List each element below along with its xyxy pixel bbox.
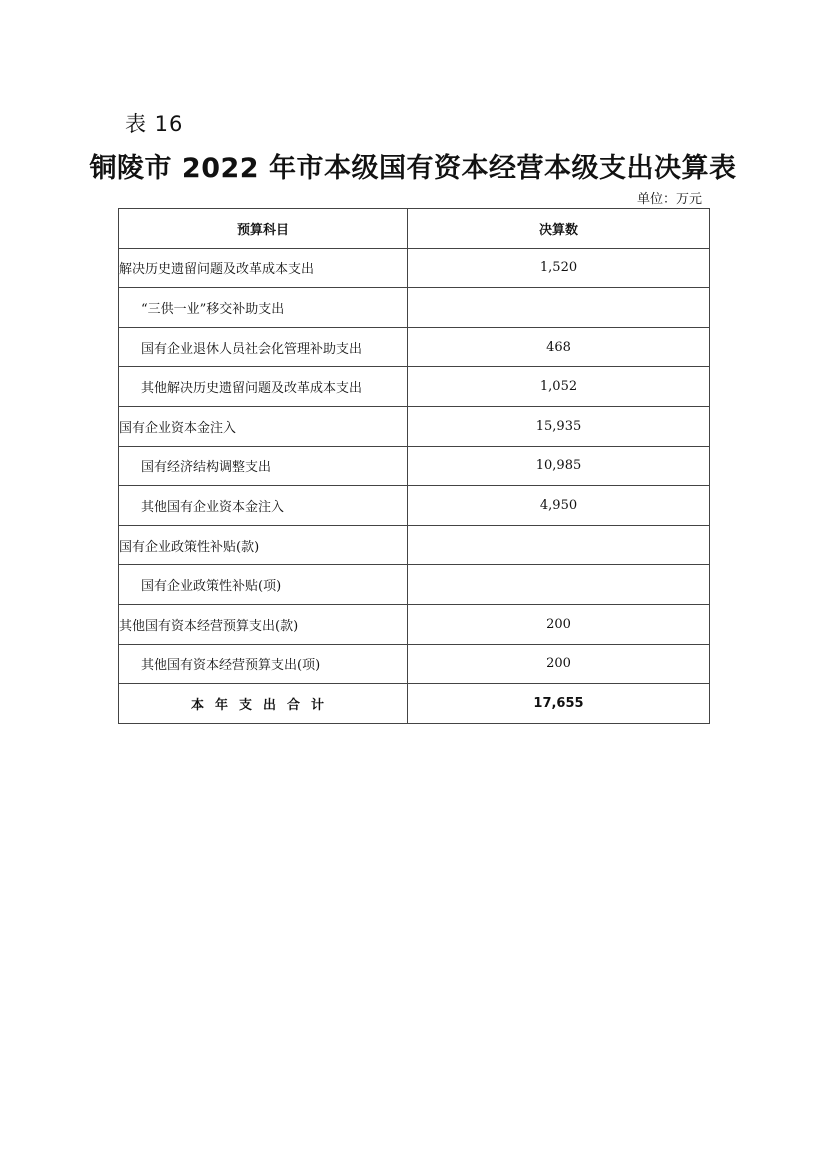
- row-subject: 国有企业资本金注入: [119, 406, 408, 446]
- row-amount: [408, 525, 710, 565]
- row-subject: 其他解决历史遗留问题及改革成本支出: [119, 367, 408, 407]
- table-row: [119, 525, 710, 565]
- total-label: 本年支出合计: [119, 684, 408, 724]
- row-subject: 国有企业政策性补贴(项): [119, 565, 408, 605]
- row-amount: 1,052: [408, 367, 710, 407]
- total-value: 17,655: [408, 684, 710, 724]
- row-subject: 国有企业退休人员社会化管理补助支出: [119, 327, 408, 367]
- page-title: 铜陵市 2022 年市本级国有资本经营本级支出决算表: [89, 153, 737, 184]
- row-amount: [408, 288, 710, 328]
- row-subject: “三供一业”移交补助支出: [119, 288, 408, 328]
- total-row: [119, 684, 710, 724]
- row-subject: 其他国有资本经营预算支出(款): [119, 604, 408, 644]
- table-row: [119, 327, 710, 367]
- row-amount: 200: [408, 644, 710, 684]
- table-row: [119, 288, 710, 328]
- table-row: [119, 604, 710, 644]
- row-amount: 1,520: [408, 248, 710, 288]
- budget-table: [118, 208, 710, 724]
- table-row: [119, 644, 710, 684]
- row-amount: [408, 565, 710, 605]
- row-subject: 其他国有资本经营预算支出(项): [119, 644, 408, 684]
- table-row: [119, 565, 710, 605]
- row-subject: 解决历史遗留问题及改革成本支出: [119, 248, 408, 288]
- row-subject: 其他国有企业资本金注入: [119, 486, 408, 526]
- row-subject: 国有经济结构调整支出: [119, 446, 408, 486]
- row-subject: 国有企业政策性补贴(款): [119, 525, 408, 565]
- header-final-amount: 决算数: [408, 209, 710, 249]
- unit-label: 单位：万元: [636, 192, 702, 207]
- table-row: [119, 486, 710, 526]
- row-amount: 15,935: [408, 406, 710, 446]
- header-budget-subject: 预算科目: [119, 209, 408, 249]
- table-row: [119, 367, 710, 407]
- row-amount: 10,985: [408, 446, 710, 486]
- table-header-row: [119, 209, 710, 249]
- table-number-label: 表 16: [125, 112, 184, 136]
- row-amount: 200: [408, 604, 710, 644]
- row-amount: 468: [408, 327, 710, 367]
- table-row: [119, 446, 710, 486]
- table-row: [119, 248, 710, 288]
- row-amount: 4,950: [408, 486, 710, 526]
- table-row: [119, 406, 710, 446]
